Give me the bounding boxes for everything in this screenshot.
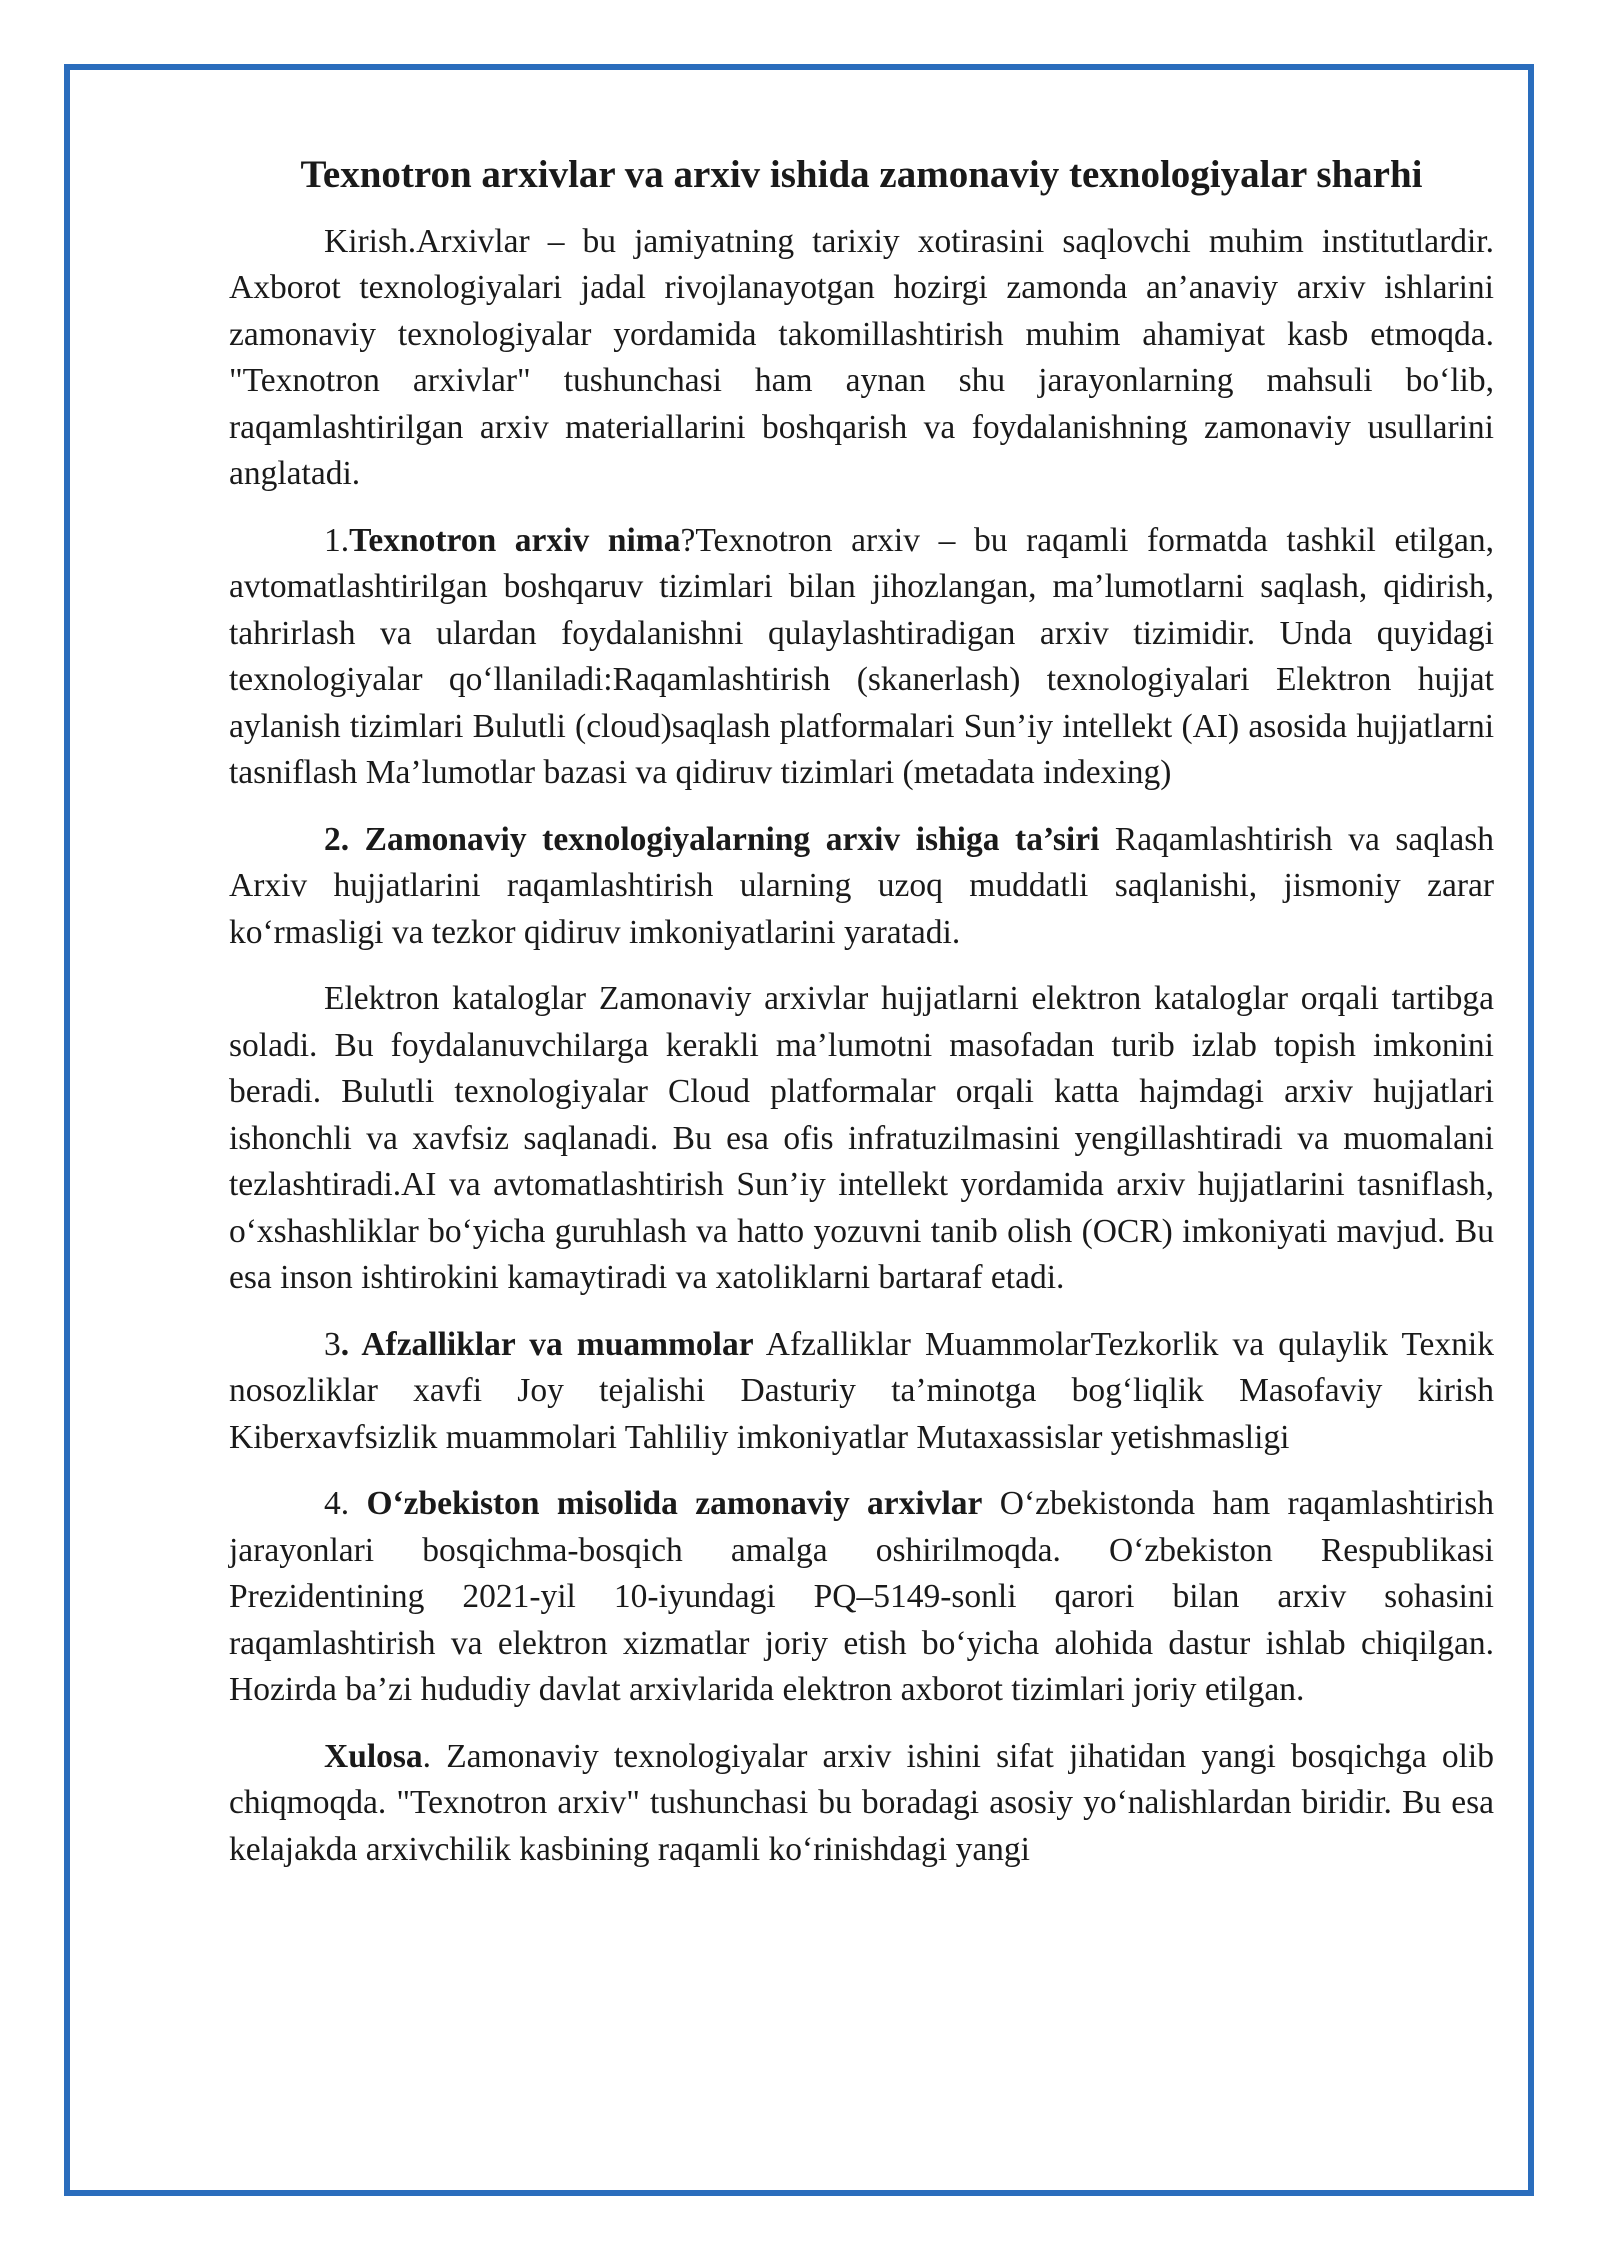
conclusion-paragraph (229, 1734, 1494, 1874)
section-1-paragraph (229, 518, 1494, 797)
section-4-paragraph (229, 1481, 1494, 1714)
conclusion-heading: Xulosa (324, 1737, 423, 1775)
section-1-body: ?Texnotron arxiv – bu raqamli formatda tashkil etilgan, avtomatlashtirilgan boshqaruv tizimlari bilan jihozlangan, ma’lumotlarni saqlash, qidirish, tahrirlash va ulardan foydalanishni qulaylashtiradigan arxiv tizimidir. Unda quyidagi texnologiyalar qo‘llaniladi:Raqamlashtirish (skanerlash) texnologiyalari Elektron hujjat aylanish tizimlari Bulutli (cloud)saqlash platformalari Sun’iy intellekt (AI) asosida hujjatlarni tasniflash Ma’lumotlar bazasi va qidiruv tizimlari (metadata indexing) (229, 521, 1495, 792)
document-body (229, 150, 1494, 1893)
section-2-paragraph-2 (229, 976, 1494, 1302)
document-title: Texnotron arxivlar va arxiv ishida zamonaviy texnologiyalar sharhi (300, 153, 1423, 196)
section-1-heading: Texnotron arxiv nima (349, 521, 681, 559)
section-2-body-2: Elektron kataloglar Zamonaviy arxivlar hujjatlarni elektron kataloglar orqali tartibga soladi. Bu foydalanuvchilarga kerakli ma’lumotni masofadan turib izlab topish imkonini beradi. Bulutli texnologiyalar Cloud platformalar orqali katta hajmdagi arxiv hujjatlari ishonchli va xavfsiz saqlanadi. Bu esa ofis infratuzilmasini yengillashtiradi va muomalani tezlashtiradi.AI va avtomatlashtirish Sun’iy intellekt yordamida arxiv hujjatlarini tasniflash, o‘xshashliklar bo‘yicha guruhlash va hatto yozuvni tanib olish (OCR) imkoniyati mavjud. Bu esa inson ishtirokini kamaytiradi va xatoliklarni bartaraf etadi. (229, 980, 1494, 1297)
section-3-heading: . Afzalliklar va muammolar (340, 1325, 754, 1363)
section-4-prefix: 4. (324, 1485, 367, 1523)
intro-paragraph (229, 219, 1494, 498)
conclusion-body: . Zamonaviy texnologiyalar arxiv ishini sifat jihatidan yangi bosqichga olib chiqmoqda. "Texnotron arxiv" tushunchasi bu boradagi asosiy yo‘nalishlardan biridir. Bu esa kelajakda arxivchilik kasbining raqamli ko‘rinishdagi yangi (229, 1737, 1494, 1868)
section-3-prefix: 3 (324, 1325, 341, 1363)
section-2-paragraph (229, 817, 1494, 957)
section-4-body: O‘zbekistonda ham raqamlashtirish jarayonlari bosqichma-bosqich amalga oshirilmoqda. O‘zbekiston Respublikasi Prezidentining 2021-yil 10-iyundagi PQ–5149-sonli qarori bilan arxiv sohasini raqamlashtirish va elektron xizmatlar joriy etish bo‘yicha alohida dastur ishlab chiqilgan. Hozirda ba’zi hududiy davlat arxivlarida elektron axborot tizimlari joriy etilgan. (229, 1485, 1494, 1709)
section-2-heading: 2. Zamonaviy texnologiyalarning arxiv ishiga ta’siri (324, 820, 1100, 858)
section-3-body: Afzalliklar MuammolarTezkorlik va qulaylik Texnik nosozliklar xavfi Joy tejalishi Dasturiy ta’minotga bog‘liqlik Masofaviy kirish Kiberxavfsizlik muammolari Tahliliy imkoniyatlar Mutaxassislar yetishmasligi (229, 1325, 1494, 1456)
section-4-heading: O‘zbekiston misolida zamonaviy arxivlar (366, 1485, 983, 1523)
section-1-prefix: 1. (324, 521, 350, 559)
section-2-body: Raqamlashtirish va saqlash Arxiv hujjatlarini raqamlashtirish ularning uzoq muddatli saqlanishi, jismoniy zarar ko‘rmasligi va tezkor qidiruv imkoniyatlarini yaratadi. (229, 820, 1494, 951)
section-3-paragraph (229, 1322, 1494, 1462)
intro-text: Kirish.Arxivlar – bu jamiyatning tarixiy xotirasini saqlovchi muhim institutlardir. Axborot texnologiyalari jadal rivojlanayotgan hozirgi zamonda an’anaviy arxiv ishlarini zamonaviy texnologiyalar yordamida takomillashtirish muhim ahamiyat kasb etmoqda. "Texnotron arxivlar" tushunchasi ham aynan shu jarayonlarning mahsuli bo‘lib, raqamlashtirilgan arxiv materiallarini boshqarish va foydalanishning zamonaviy usullarini anglatadi. (229, 222, 1494, 493)
